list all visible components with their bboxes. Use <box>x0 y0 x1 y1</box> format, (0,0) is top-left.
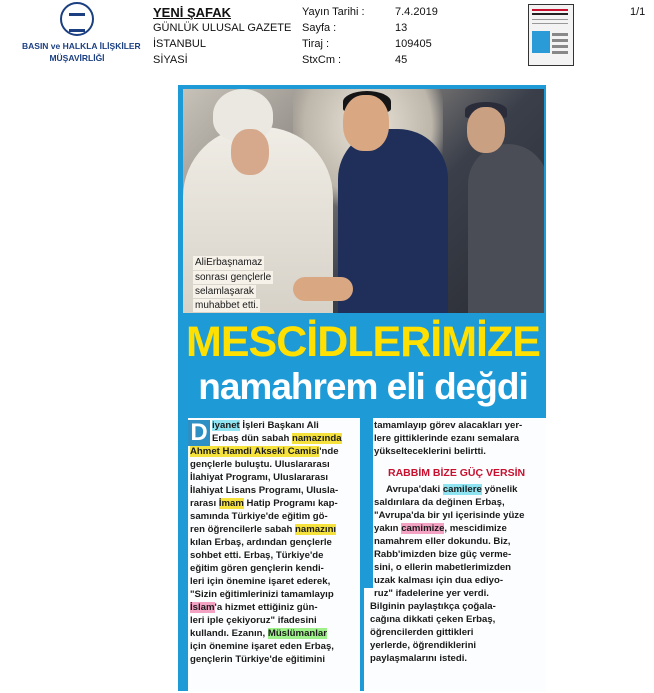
col1-line-19: gençlerin Türkiye'de eğitimini <box>190 654 326 665</box>
publication-category: SİYASİ <box>153 54 188 66</box>
col1-line-14: "Sizin eğitimlerinizi tamamlayıp <box>190 589 334 600</box>
col1-line-16: leri iple çekiyoruz" ifadesini <box>190 615 317 626</box>
col1-line-2: Erbaş dün sabah namazında <box>212 433 342 444</box>
field-value-date: 7.4.2019 <box>395 6 438 18</box>
col2-line-4: Avrupa'daki camilere yönelik <box>386 484 518 495</box>
logo-line2: MÜŞAVİRLİĞİ <box>49 53 105 63</box>
col1-line-12: eğitim gören gençlerin kendi- <box>190 563 324 574</box>
col1-line-13: leri için önemine işaret ederek, <box>190 576 331 587</box>
headline-main: MESCİDLERİMİZE <box>186 318 540 366</box>
col2-line-6: "Avrupa'da bir yıl içerisinde yüze <box>374 510 525 521</box>
agency-logo <box>22 2 141 70</box>
col2-line-10: sini, o ellerin mabetlerimizden <box>374 562 512 573</box>
col1-line-9: ren öğrencilerle sabah namazını <box>190 524 337 535</box>
col2-line-12: ruz" ifadelerine yer verdi. <box>374 588 489 599</box>
photo-caption <box>193 256 273 313</box>
col2-line-3: yükselteceklerini belirtti. <box>374 446 486 457</box>
caption-line-3: selamlaşarak <box>195 286 254 297</box>
drop-cap: D <box>188 420 210 446</box>
col2-line-2: lere gittiklerinde ezanı semalara <box>374 433 520 444</box>
headline-sub: namahrem eli değdi <box>198 366 528 407</box>
col2-line-5: saldırılara da değinen Erbaş, <box>374 497 505 508</box>
col1-line-6: İlahiyat Lisans Programı, Ulusla- <box>190 485 339 496</box>
col2-line-15: öğrencilerden gittikleri <box>370 627 474 638</box>
col1-line-4: gençlerle buluştu. Uluslararası <box>190 459 330 470</box>
caption-line-1: AliErbaşnamaz <box>195 257 263 268</box>
publication-subtitle: GÜNLÜK ULUSAL GAZETE <box>153 22 292 34</box>
col1-line-18: için önemine işaret eden Erbaş, <box>190 641 334 652</box>
seal-icon <box>60 2 94 36</box>
section-subheading: RABBİM BİZE GÜÇ VERSİN <box>388 467 526 479</box>
col2-line-17: paylaşmalarını istedi. <box>370 653 468 664</box>
col1-line-3: Ahmet Hamdi Akseki Camisi'nde <box>190 446 339 457</box>
col1-line-7: rarası İmam Hatip Programı kap- <box>190 498 338 509</box>
col1-line-1: iyanet İşleri Başkanı Ali <box>212 420 319 431</box>
col2-line-11: uzak kalması için dua ediyo- <box>374 575 504 586</box>
col1-line-11: sohbet etti. Erbaş, Türkiye'de <box>190 550 324 561</box>
col1-line-5: İlahiyat Programı, Uluslararası <box>190 472 329 483</box>
logo-line1: BASIN ve HALKLA İLİŞKİLER <box>22 41 141 51</box>
caption-line-2: sonrası gençlerle <box>195 272 272 283</box>
page-count: 1/1 <box>630 6 646 18</box>
publication-name: YENİ ŞAFAK <box>153 5 232 20</box>
field-value-circulation: 109405 <box>395 38 432 50</box>
publication-city: İSTANBUL <box>153 38 206 50</box>
page-thumbnail[interactable] <box>528 4 574 66</box>
col2-line-14: cağına dikkati çeken Erbaş, <box>370 614 496 625</box>
col2-line-1: tamamlayıp görev alacakları yer- <box>374 420 523 431</box>
col2-line-7: yakın camimize, mescidimize <box>374 523 507 534</box>
col2-line-9: Rabb'imizden bize güç verme- <box>374 549 512 560</box>
col1-line-17: kullandı. Ezanın, Müslümanlar <box>190 628 328 639</box>
col2-line-16: yerlerde, öğrendiklerini <box>370 640 477 651</box>
field-label-stxcm: StxCm : <box>302 54 342 66</box>
col2-line-13: Bilginin paylaştıkça çoğala- <box>370 601 496 612</box>
field-label-circulation: Tiraj : <box>302 38 330 50</box>
field-value-page: 13 <box>395 22 408 34</box>
col1-line-10: kılan Erbaş, ardından gençlerle <box>190 537 332 548</box>
field-value-stxcm: 45 <box>395 54 408 66</box>
col2-line-8: namahrem eller dokundu. Biz, <box>374 536 511 547</box>
field-label-date: Yayın Tarihi : <box>302 6 365 18</box>
col1-line-8: samında Türkiye'de eğitim gö- <box>190 511 328 522</box>
caption-line-4: muhabbet etti. <box>195 300 259 311</box>
field-label-page: Sayfa : <box>302 22 337 34</box>
col1-line-15: İslam'a hizmet ettiğiniz gün- <box>190 602 318 613</box>
